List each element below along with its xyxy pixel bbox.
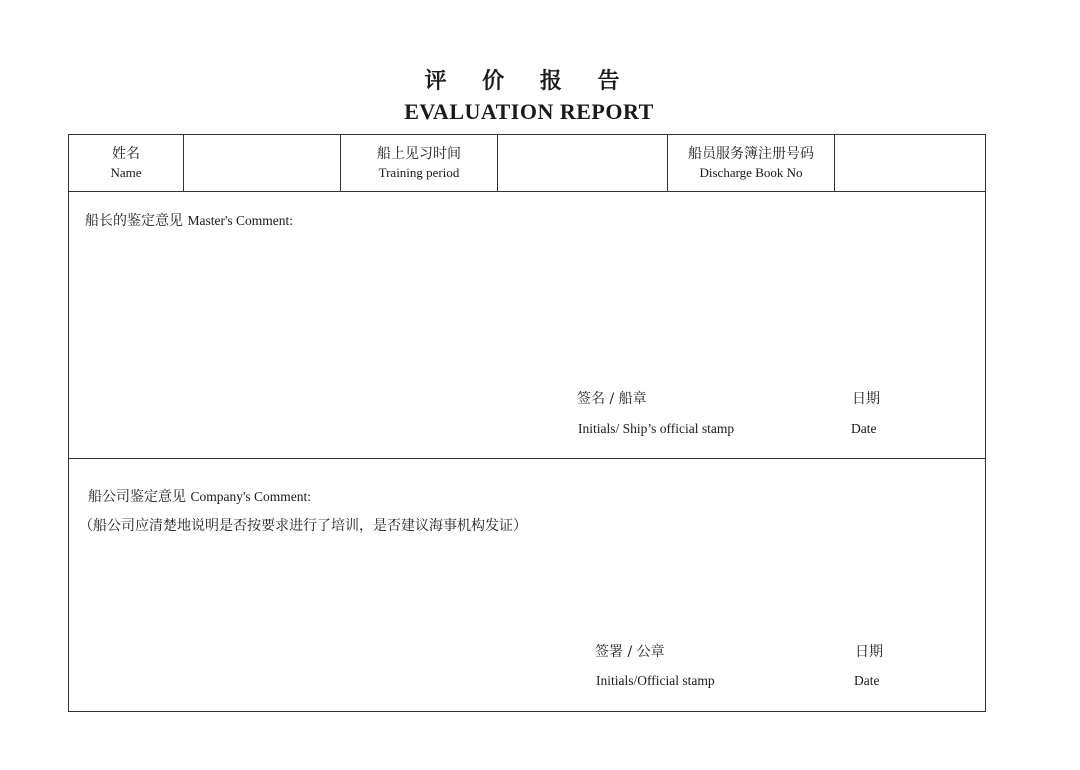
discharge-label-cell: [668, 135, 835, 191]
master-comment-section[interactable]: [69, 192, 985, 459]
evaluation-form: [68, 134, 986, 712]
master-comment-label-en: Master's Comment:: [187, 213, 294, 228]
discharge-value-field[interactable]: [835, 135, 985, 191]
master-date-label-cn: 日期: [852, 391, 880, 407]
name-label-en: Name: [110, 165, 142, 180]
company-signature-label-en: Initials/Official stamp: [596, 673, 715, 688]
master-signature-label-cn: 签名 / 船章: [577, 391, 647, 407]
training-value-field[interactable]: [498, 135, 668, 191]
training-label-en: Training period: [378, 165, 460, 180]
master-comment-label: [85, 210, 293, 230]
company-signature-label-cn: 签署 / 公章: [595, 644, 665, 660]
training-label-cn: 船上见习时间: [377, 146, 461, 162]
master-comment-label-cn: 船长的鉴定意见: [85, 213, 183, 229]
training-label-cell: [341, 135, 498, 191]
discharge-label-cn: 船员服务簿注册号码: [688, 146, 814, 162]
master-date-label-en: Date: [851, 421, 877, 436]
company-date-label-cn: 日期: [855, 644, 883, 660]
header-row: [69, 135, 985, 192]
company-instruction: （船公司应清楚地说明是否按要求进行了培训，是否建议海事机构发证）: [79, 518, 527, 534]
company-date-label-en: Date: [854, 673, 880, 688]
discharge-label-en: Discharge Book No: [699, 165, 803, 180]
company-comment-label-cn: 船公司鉴定意见: [88, 489, 186, 505]
report-title-cn: 评 价 报 告: [424, 68, 634, 94]
name-label-cell: [69, 135, 184, 191]
company-comment-label: [88, 486, 311, 506]
master-signature-label-en: Initials/ Ship’s official stamp: [578, 421, 735, 436]
company-comment-section[interactable]: [69, 459, 985, 711]
name-value-field[interactable]: [184, 135, 341, 191]
report-title-en: EVALUATION REPORT: [404, 99, 654, 124]
name-label-cn: 姓名: [112, 146, 140, 162]
company-comment-label-en: Company's Comment:: [190, 489, 312, 504]
